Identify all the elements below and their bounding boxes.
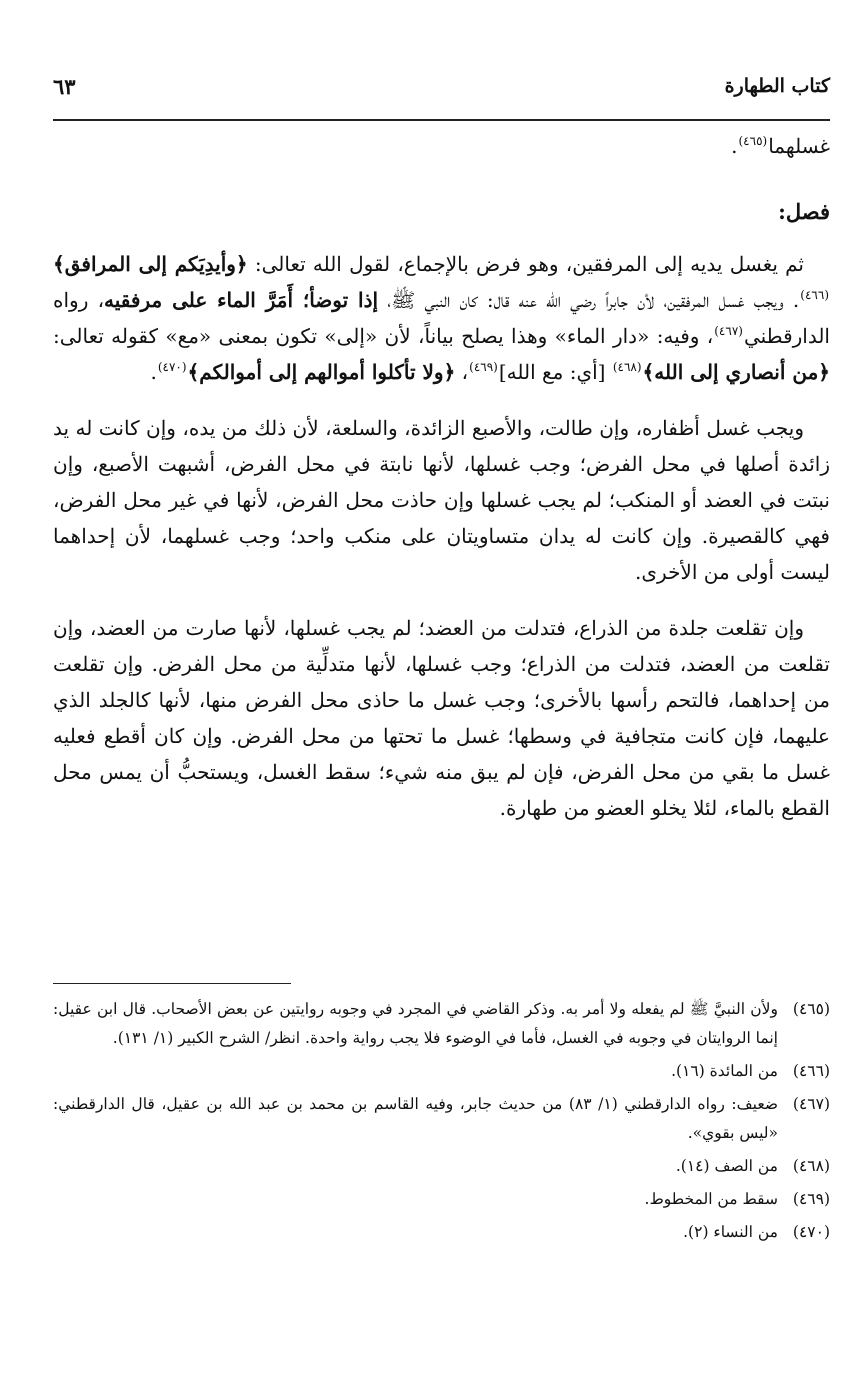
footnote-ref: (٤٦٥) <box>738 134 768 149</box>
footnote-ref: (٤٧٠) <box>157 360 187 375</box>
footnotes <box>53 995 830 1251</box>
text-run: ثم يغسل يديه إلى المرفقين، وهو فرض بالإجماع، لقول الله تعالى: <box>247 252 804 276</box>
footnote-number: (٤٦٥) <box>792 1000 830 1018</box>
punctuation: . <box>731 134 738 158</box>
footnote-item <box>53 1152 830 1181</box>
text-run: ، رواه الدارقطني <box>53 288 830 348</box>
text-run: ، <box>455 360 469 384</box>
running-title: كتاب الطهارة <box>724 75 830 97</box>
footnote-item <box>53 1057 830 1086</box>
continued-paragraph <box>53 128 830 164</box>
footnote-text: من الصف (١٤). <box>675 1157 778 1175</box>
footnote-number: (٤٧٠) <box>792 1223 830 1241</box>
footnote-number: (٤٦٧) <box>792 1095 830 1113</box>
section-heading: فصل: <box>778 199 830 224</box>
footnote-ref: (٤٦٩) <box>469 360 498 375</box>
text-run: [أي: مع الله] <box>498 360 612 384</box>
footnote-ref: (٤٦٨) <box>612 360 642 375</box>
page-header <box>53 68 830 104</box>
quran-quote: ﴿وأيدِيَكم إلى المرافق﴾ <box>53 252 248 276</box>
footnote-text: ضعيف: رواه الدارقطني (١/ ٨٣) من حديث جابر، وفيه القاسم بن محمد بن عبد الله بن عقيل، قال الدارقطني: «ليس بقوي». <box>53 1095 778 1142</box>
footnote-text: ولأن النبيَّ ﷺ لم يفعله ولا أمر به. وذكر القاضي في المجرد في وجوبه روايتين عن بعض الأصحاب. قال ابن عقيل: إنما الروايتان في وجوبه في الغسل، فأما في الوضوء فلا يجب رواية واحدة. انظر/ الشرح الكبير (١/ ١٣١). <box>53 1000 778 1047</box>
page-number: ٦٣ <box>53 73 76 99</box>
footnote-number: (٤٦٦) <box>792 1062 830 1080</box>
footnote-item <box>53 1185 830 1214</box>
quran-quote: ﴿ولا تأكلوا أموالهم إلى أموالكم﴾ <box>187 360 456 384</box>
paragraph-2: ويجب غسل أظفاره، وإن طالت، والأصبع الزائدة، والسلعة، لأن ذلك من يده، وإن كانت له يد زائدة أصلها في محل الفرض؛ وجب غسلها، لأنها نابتة في محل الفرض، أشبهت الأصبع، وإن نبتت في العضد أو المنكب؛ لم يجب غسلها وإن حاذت محل الفرض، لأنها في غير محل الفرض، فهي كالقصيرة. وإن كانت له يدان متساويتان على منكب واحد؛ وجب غسلهما، لأن إحداهما ليست أولى من الأخرى. <box>53 416 830 584</box>
header-divider <box>53 119 830 121</box>
book-page <box>53 0 830 1384</box>
footnote-text: من النساء (٢). <box>683 1223 778 1241</box>
quran-quote: ﴿من أنصاري إلى الله﴾ <box>642 360 830 384</box>
paragraph-text: غسلهما <box>768 134 830 158</box>
footnote-number: (٤٦٩) <box>792 1190 830 1208</box>
paragraph-1 <box>53 246 830 390</box>
footnote-divider <box>53 983 291 984</box>
footnote-item <box>53 1090 830 1148</box>
footnote-ref: (٤٦٧) <box>714 324 743 339</box>
punctuation: . <box>150 360 157 384</box>
footnote-ref: (٤٦٦) <box>800 288 829 303</box>
footnote-text: من المائدة (١٦). <box>671 1062 778 1080</box>
footnote-item <box>53 995 830 1053</box>
text-run: ، وفيه: «دار الماء» وهذا يصلح بياناً، لأن «إلى» تكون بمعنى «مع» كقوله تعالى: <box>53 324 714 348</box>
text-run: . ويجب غسل المرفقين، لأن جابراً رضي الله عنه قال: كان النبي ﷺ، <box>378 288 800 312</box>
paragraph-3: وإن تقلعت جلدة من الذراع، فتدلت من العضد؛ لم يجب غسلها، لأنها صارت من العضد، وإن تقلعت من العضد، فتدلت من الذراع؛ وجب غسلها، لأنها متدلِّية من محل الفرض. وإن تقلعت من إحداهما، فالتحم رأسها بالأخرى؛ وجب غسل ما حاذى محل الفرض منها، لأنها كالجلد الذي عليهما، فإن كانت متجافية في وسطها؛ غسل ما تحتها من محل الفرض. وإن كان أقطع فعليه غسل ما بقي من محل الفرض، فإن لم يبق منه شيء؛ سقط الغسل، ويستحبُّ أن يمس محل القطع بالماء، لئلا يخلو العضو من طهارة. <box>53 616 830 820</box>
footnote-text: سقط من المخطوط. <box>644 1190 778 1208</box>
main-text <box>53 128 830 846</box>
footnote-item <box>53 1218 830 1247</box>
footnote-number: (٤٦٨) <box>792 1157 830 1175</box>
hadith-quote: إذا توضأ؛ أَمَرَّ الماء على مرفقيه <box>104 288 379 312</box>
